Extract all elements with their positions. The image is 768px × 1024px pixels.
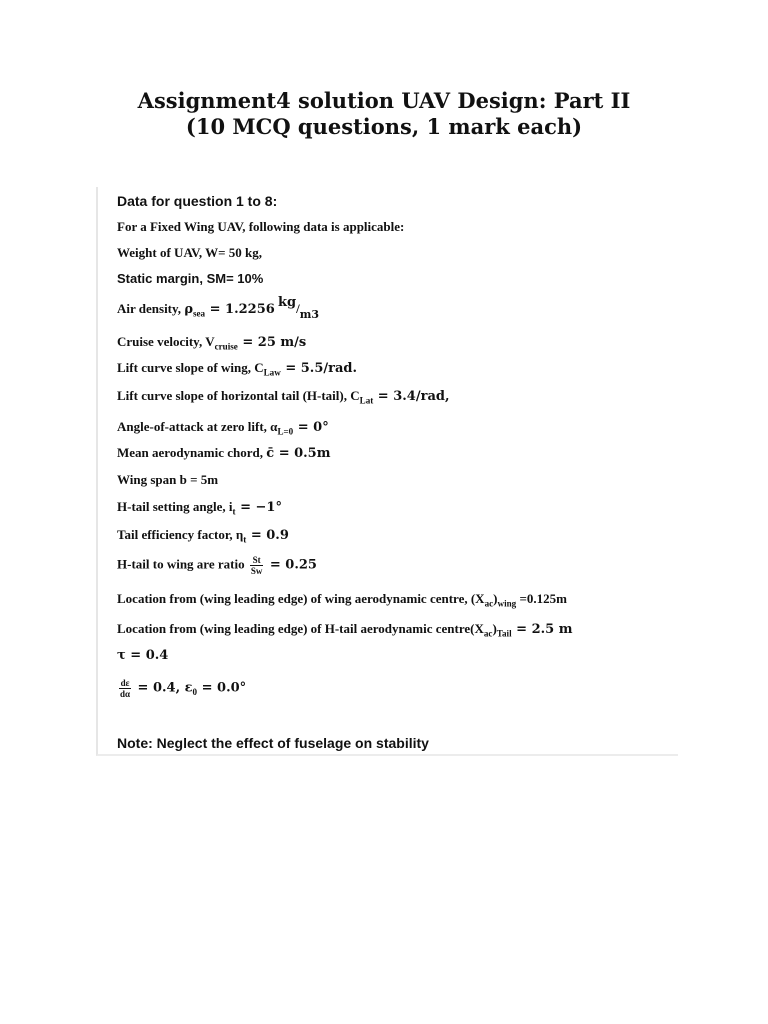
tail-efficiency-line: Tail efficiency factor, $\eta_t = 0.9$: [117, 527, 289, 545]
air-density-line: Air density, $\rho_{sea} = 1.2256$ $kg/_{m3}$: [117, 295, 320, 321]
zero-lift-aoa-line: Angle-of-attack at zero lift, $\alpha_{L=0} = 0^\circ$: [117, 419, 329, 437]
data-intro: For a Fixed Wing UAV, following data is applicable:: [117, 219, 405, 234]
data-heading: Data for question 1 to 8:: [117, 193, 278, 209]
wing-span-line: Wing span b = 5m: [117, 472, 219, 487]
area-ratio-fraction: $\frac{St}{Sw}$: [250, 555, 263, 576]
static-margin-line: Static margin, SM= 10%: [117, 271, 264, 286]
title-line-1: Assignment4 solution UAV Design: Part II: [137, 88, 631, 113]
wing-ac-location-line: Location from (wing leading edge) of wing aerodynamic centre, $(X_{ac})_{wing} =0.125m$: [117, 591, 567, 609]
downwash-fraction: $\frac{d\varepsilon}{d\alpha}$: [120, 678, 131, 699]
tail-setting-angle-line: H-tail setting angle, $i_t = -1^\circ$: [117, 499, 282, 517]
mean-chord-line: Mean aerodynamic chord, c̄ = 0.5m: [117, 445, 331, 461]
tail-lift-slope-line: Lift curve slope of horizontal tail (H-tail), $C_{Lat} = 3.4/rad$,: [117, 388, 450, 406]
tail-ac-location-line: Location from (wing leading edge) of H-tail aerodynamic $centre(X_{ac})_{Tail} = 2.5$ m: [117, 621, 573, 639]
title-line-2: (10 MCQ questions, 1 mark each): [185, 114, 583, 139]
problem-data-panel: [96, 187, 678, 756]
area-ratio-line: H-tail to wing are ratio $\frac{St}{Sw}$ = 0.25: [117, 555, 317, 576]
cruise-velocity-line: Cruise velocity, $V_{cruise} = 25$ m/s: [117, 334, 307, 352]
tau-line: τ = 0.4: [117, 648, 169, 663]
weight-line: Weight of UAV, W= 50 kg,: [117, 245, 263, 260]
note-line: Note: Neglect the effect of fuselage on stability: [117, 735, 429, 751]
document-title: [0, 88, 768, 140]
wing-lift-slope-line: Lift curve slope of wing, $C_{Law} = 5.5/rad$.: [117, 360, 357, 378]
downwash-line: $\frac{d\varepsilon}{d\alpha}$ = 0.4, $\varepsilon_0 = 0.0^\circ$: [120, 678, 247, 699]
